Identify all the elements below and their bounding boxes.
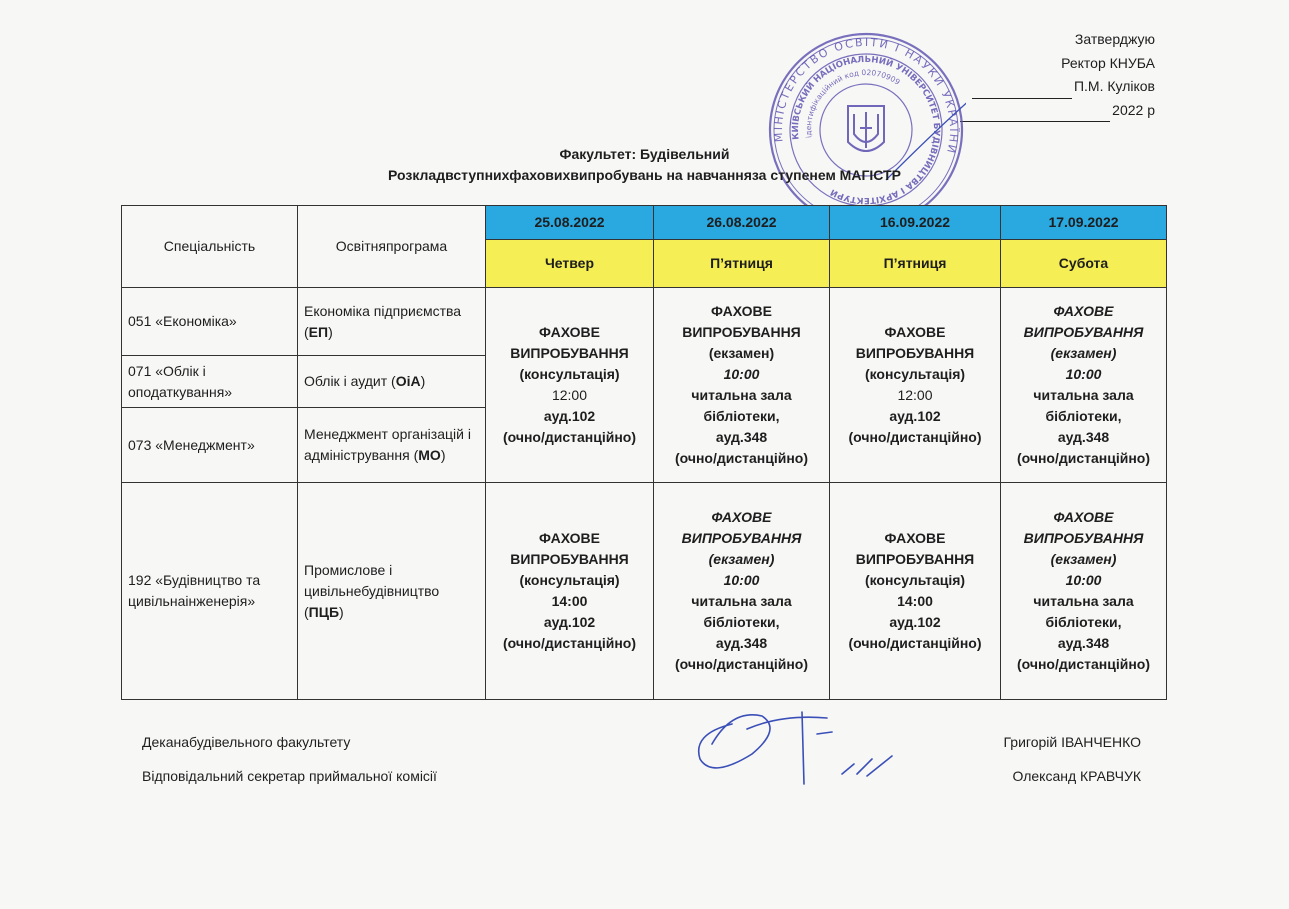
date-line [960, 107, 1110, 122]
dean-name: Григорій ІВАНЧЕНКО [1003, 734, 1141, 750]
session-room-number: ауд.348 [1057, 635, 1110, 651]
specialty-cell: 192 «Будівництво та цивільнаінженерія» [122, 483, 298, 700]
stamp-middle-text: КИЇВСЬКИЙ НАЦІОНАЛЬНИЙ УНІВЕРСИТЕТ БУДІВНИЦТВА І АРХІТЕКТУРИ [790, 54, 942, 206]
session-room: читальна зала бібліотеки, [691, 387, 792, 424]
session-title: ФАХОВЕ ВИПРОБУВАННЯ [510, 324, 629, 361]
session-kind: (консультація) [864, 366, 966, 382]
session-time: 12:00 [551, 387, 588, 403]
session-room: читальна зала бібліотеки, [1033, 593, 1134, 630]
approval-signer-row [960, 75, 1155, 99]
session-room-number: ауд.348 [1057, 429, 1110, 445]
session-room: читальна зала бібліотеки, [691, 593, 792, 630]
session-time: 14:00 [551, 593, 588, 609]
header-program: Освітняпрограма [298, 206, 486, 288]
specialty-cell: 051 «Економіка» [122, 288, 298, 356]
schedule-table [121, 205, 1167, 700]
header-day-2: П’ятниця [654, 240, 830, 288]
approval-label: Затверджую [1074, 31, 1155, 47]
program-text: Економіка підприємства ( [304, 302, 462, 340]
session-time: 10:00 [723, 366, 760, 382]
session-mode: (очно/дистанційно) [674, 450, 809, 466]
approval-year: 2022 р [1112, 101, 1155, 118]
session-title: ФАХОВЕ ВИПРОБУВАННЯ [681, 509, 802, 546]
header-date-3: 16.09.2022 [830, 206, 1001, 240]
program-abbr: МО [418, 447, 441, 463]
approval-rector: Ректор КНУБА [1061, 54, 1155, 71]
table-row [122, 483, 1167, 700]
svg-text:ідентифікаційний код 02070909 [796, 63, 908, 139]
session-room-number: ауд.348 [715, 635, 768, 651]
program-text: Облік і аудит ( [304, 373, 396, 389]
signature-line [972, 84, 1072, 99]
program-cell [298, 408, 486, 483]
dean-role: Деканабудівельного факультету [142, 734, 351, 750]
approval-signer: П.М. Куліков [1073, 78, 1155, 94]
session-kind: (консультація) [519, 366, 620, 382]
secretary-name: Олександ КРАВЧУК [1012, 768, 1141, 784]
program-abbr: ПЦБ [308, 603, 340, 620]
program-close: ) [339, 603, 344, 620]
program-close: ) [440, 447, 446, 463]
session-mode: (очно/дистанційно) [848, 635, 982, 651]
session-kind: (екзамен) [1050, 551, 1117, 567]
session-time: 10:00 [1065, 572, 1102, 588]
program-abbr: ЕП [308, 323, 329, 340]
session-cell [486, 483, 654, 700]
session-title: ФАХОВЕ ВИПРОБУВАННЯ [1023, 509, 1144, 546]
session-time: 14:00 [897, 593, 933, 609]
session-cell [830, 288, 1001, 483]
header-day-3: П’ятниця [830, 240, 1001, 288]
session-mode: (очно/дистанційно) [674, 656, 809, 672]
header-row-dates [122, 206, 1167, 240]
session-cell [1001, 288, 1167, 483]
specialty-cell: 071 «Облік і оподаткування» [122, 356, 298, 408]
specialty-cell: 073 «Менеджмент» [122, 408, 298, 483]
session-room: ауд.102 [889, 614, 941, 630]
program-cell [298, 483, 486, 700]
session-kind: (екзамен) [708, 345, 775, 361]
session-cell [830, 483, 1001, 700]
stamp-inner-text: ідентифікаційний код 02070909 [803, 67, 902, 139]
header-day-4: Субота [1001, 240, 1167, 288]
program-abbr: ОіА [395, 373, 421, 389]
header-date-4: 17.09.2022 [1001, 206, 1167, 240]
session-kind: (консультація) [519, 572, 620, 588]
program-text: Промислове і цивільнебудівництво ( [304, 561, 440, 620]
trident-emblem-icon [848, 106, 884, 151]
session-title: ФАХОВЕ ВИПРОБУВАННЯ [1023, 303, 1144, 340]
session-kind: (консультація) [864, 572, 966, 588]
session-mode: (очно/дистанційно) [848, 429, 982, 445]
session-title: ФАХОВЕ ВИПРОБУВАННЯ [682, 303, 801, 340]
program-cell [298, 356, 486, 408]
session-room: ауд.102 [543, 408, 596, 424]
secretary-role: Відповідальний секретар приймальної комісії [142, 768, 437, 784]
session-time: 12:00 [897, 387, 933, 403]
session-kind: (екзамен) [1050, 345, 1117, 361]
program-cell [298, 288, 486, 356]
schedule-title: Розкладвступнихфаховихвипробувань на навчанняза ступенем МАГІСТР [388, 167, 901, 183]
session-room-number: ауд.348 [715, 429, 768, 445]
session-time: 10:00 [1065, 366, 1102, 382]
session-kind: (екзамен) [708, 551, 775, 567]
session-room: ауд.102 [543, 614, 596, 630]
header-date-2: 26.08.2022 [654, 206, 830, 240]
session-mode: (очно/дистанційно) [502, 429, 637, 445]
session-room: ауд.102 [889, 408, 941, 424]
faculty-heading: Факультет: Будівельний [559, 146, 730, 162]
dean-signature [692, 704, 902, 804]
program-text: Менеджмент організацій і адміністрування ( [304, 426, 471, 463]
session-title: ФАХОВЕ ВИПРОБУВАННЯ [855, 324, 975, 361]
program-close: ) [420, 373, 426, 389]
session-cell [654, 288, 830, 483]
official-stamp [766, 30, 966, 230]
header-date-1: 25.08.2022 [486, 206, 654, 240]
session-mode: (очно/дистанційно) [1016, 450, 1151, 466]
approval-year-row [960, 99, 1155, 123]
session-cell [1001, 483, 1167, 700]
session-room: читальна зала бібліотеки, [1033, 387, 1134, 424]
header-day-1: Четвер [486, 240, 654, 288]
session-cell [654, 483, 830, 700]
session-mode: (очно/дистанційно) [502, 635, 637, 651]
stamp-outer-text: МІНІСТЕРСТВО ОСВІТИ І НАУКИ УКРАЇНИ [771, 35, 961, 157]
session-cell [486, 288, 654, 483]
header-specialty: Спеціальність [122, 206, 298, 288]
program-close: ) [328, 323, 333, 340]
approval-block [960, 28, 1155, 122]
session-mode: (очно/дистанційно) [1016, 656, 1151, 672]
session-title: ФАХОВЕ ВИПРОБУВАННЯ [510, 530, 629, 567]
session-time: 10:00 [723, 572, 760, 588]
table-row [122, 288, 1167, 356]
session-title: ФАХОВЕ ВИПРОБУВАННЯ [855, 530, 975, 567]
